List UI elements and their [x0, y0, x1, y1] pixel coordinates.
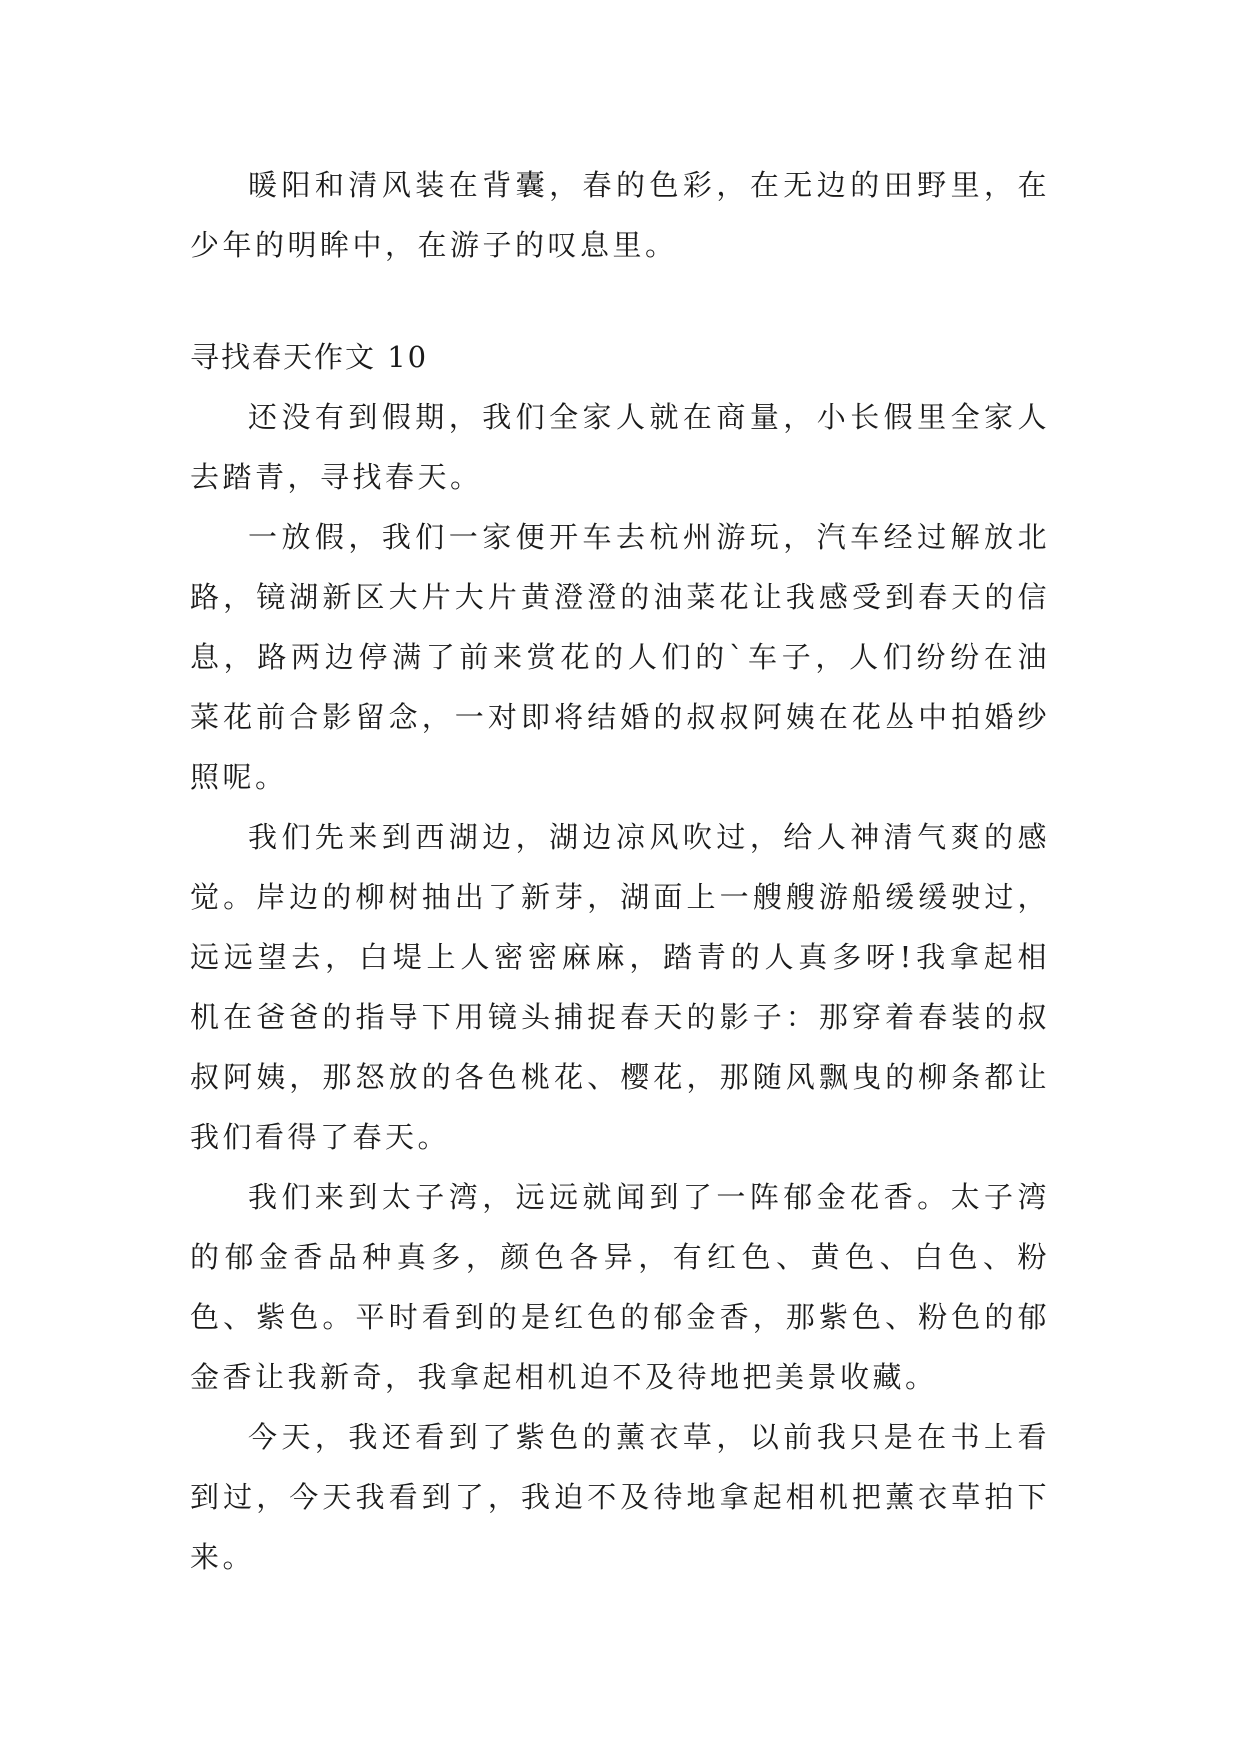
document-page: [190, 155, 1050, 1587]
section-title: 寻找春天作文 10: [190, 340, 429, 374]
paragraph: 今天，我还看到了紫色的薰衣草，以前我只是在书上看到过，今天我看到了，我迫不及待地拿起相机把薰衣草拍下来。: [190, 1420, 1050, 1574]
paragraph: 暖阳和清风装在背囊，春的色彩，在无边的田野里，在少年的明眸中，在游子的叹息里。: [190, 168, 1050, 262]
paragraph: 我们来到太子湾，远远就闻到了一阵郁金花香。太子湾的郁金香品种真多，颜色各异，有红色、黄色、白色、粉色、紫色。平时看到的是红色的郁金香，那紫色、粉色的郁金香让我新奇，我拿起相机迫不及待地把美景收藏。: [190, 1180, 1050, 1394]
paragraph: 一放假，我们一家便开车去杭州游玩，汽车经过解放北路，镜湖新区大片大片黄澄澄的油菜花让我感受到春天的信息，路两边停满了前来赏花的人们的`车子，人们纷纷在油菜花前合影留念，一对即将结婚的叔叔阿姨在花丛中拍婚纱照呢。: [190, 520, 1050, 794]
paragraph: 还没有到假期，我们全家人就在商量，小长假里全家人去踏青，寻找春天。: [190, 400, 1050, 494]
paragraph: 我们先来到西湖边，湖边凉风吹过，给人神清气爽的感觉。岸边的柳树抽出了新芽，湖面上一艘艘游船缓缓驶过，远远望去，白堤上人密密麻麻，踏青的人真多呀!我拿起相机在爸爸的指导下用镜头捕捉春天的影子：那穿着春装的叔叔阿姨，那怒放的各色桃花、樱花，那随风飘曳的柳条都让我们看得了春天。: [190, 820, 1050, 1154]
